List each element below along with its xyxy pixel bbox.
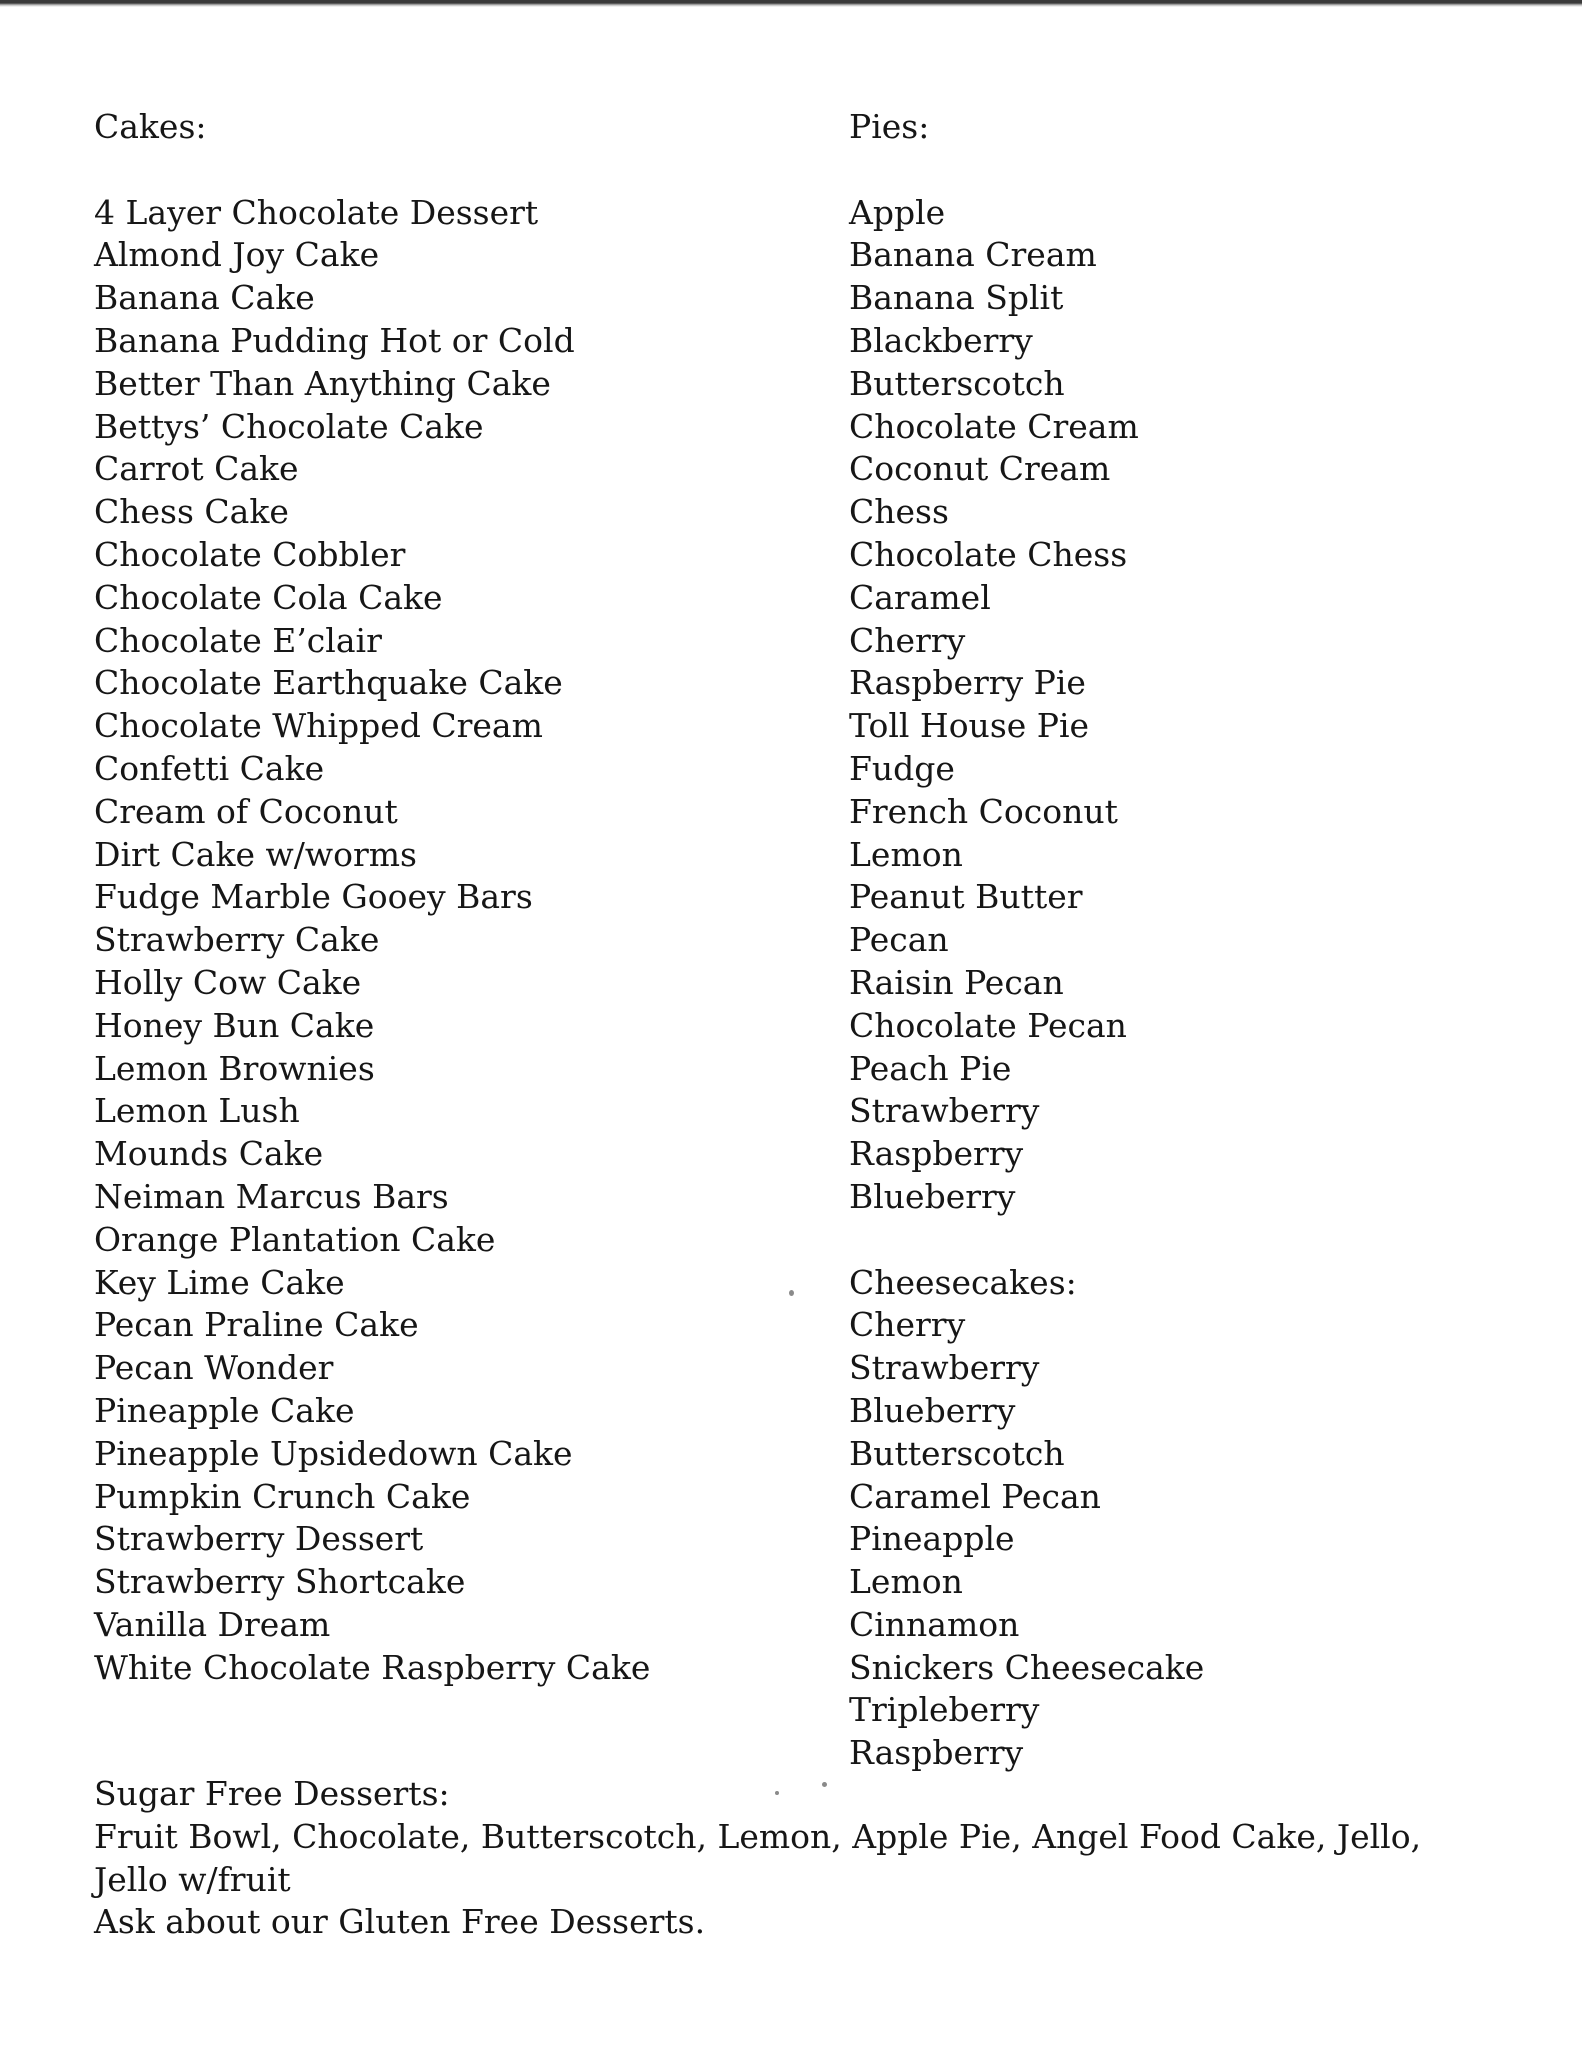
pie-item: Caramel	[849, 577, 991, 617]
cake-item: Pecan Wonder	[94, 1348, 334, 1388]
cake-item: Pineapple Upsidedown Cake	[94, 1433, 573, 1473]
cake-item: Fudge Marble Gooey Bars	[94, 877, 533, 917]
pie-item: Cherry	[849, 620, 966, 660]
pie-item: Chess	[849, 492, 949, 532]
pie-item: Blackberry	[849, 320, 1033, 360]
pies-column	[849, 106, 1204, 1775]
cake-item: Chocolate Whipped Cream	[94, 706, 543, 746]
cake-item: Banana Pudding Hot or Cold	[94, 320, 575, 360]
pie-item: Chocolate Pecan	[849, 1005, 1127, 1045]
pie-item: Blueberry	[849, 1176, 1016, 1216]
spacer	[849, 149, 1204, 192]
cheesecake-item: Cinnamon	[849, 1604, 1020, 1644]
cake-item: Chocolate Cobbler	[94, 534, 406, 574]
cheesecake-item: Tripleberry	[849, 1690, 1040, 1730]
scan-speck	[789, 1290, 794, 1296]
cheesecakes-list	[849, 1304, 1204, 1775]
cakes-heading: Cakes:	[94, 107, 207, 146]
cake-item: Banana Cake	[94, 278, 315, 318]
cheesecake-item: Blueberry	[849, 1390, 1016, 1430]
cake-item: Orange Plantation Cake	[94, 1219, 496, 1259]
cake-item: Lemon Brownies	[94, 1048, 375, 1088]
pie-item: Coconut Cream	[849, 449, 1111, 489]
sugar-free-heading: Sugar Free Desserts:	[94, 1774, 450, 1813]
pie-item: Raspberry	[849, 1134, 1024, 1174]
cakes-list	[94, 192, 650, 1690]
cheesecake-item: Cherry	[849, 1305, 966, 1345]
cake-item: Strawberry Dessert	[94, 1519, 424, 1559]
pie-item: Toll House Pie	[849, 706, 1090, 746]
pie-item: Peach Pie	[849, 1048, 1012, 1088]
cake-item: Honey Bun Cake	[94, 1005, 375, 1045]
cake-item: Chocolate Cola Cake	[94, 577, 443, 617]
pie-item: Chocolate Cream	[849, 406, 1139, 446]
pies-heading: Pies:	[849, 107, 930, 146]
cake-item: Holly Cow Cake	[94, 962, 362, 1002]
scan-speck	[822, 1782, 827, 1787]
pie-item: Strawberry	[849, 1091, 1040, 1131]
cake-item: White Chocolate Raspberry Cake	[94, 1647, 651, 1687]
scan-top-edge	[0, 0, 1582, 7]
pie-item: French Coconut	[849, 791, 1118, 831]
cake-item: Chocolate Earthquake Cake	[94, 663, 563, 703]
cake-item: Mounds Cake	[94, 1134, 324, 1174]
cheesecakes-heading: Cheesecakes:	[849, 1262, 1077, 1302]
sugar-free-items-line-1: Fruit Bowl, Chocolate, Butterscotch, Lemon, Apple Pie, Angel Food Cake, Jello,	[94, 1816, 1422, 1856]
cake-item: Pecan Praline Cake	[94, 1305, 419, 1345]
cake-item: Chess Cake	[94, 492, 289, 532]
cake-item: Dirt Cake w/worms	[94, 834, 417, 874]
cake-item: Chocolate E’clair	[94, 620, 382, 660]
cake-item: Pumpkin Crunch Cake	[94, 1476, 471, 1516]
cheesecake-item: Butterscotch	[849, 1433, 1065, 1473]
cheesecake-item: Strawberry	[849, 1348, 1040, 1388]
cake-item: 4 Layer Chocolate Dessert	[94, 192, 539, 232]
sugar-free-section	[94, 1773, 1421, 1944]
cake-item: Bettys’ Chocolate Cake	[94, 406, 484, 446]
cake-item: Neiman Marcus Bars	[94, 1176, 449, 1216]
cheesecake-item: Raspberry	[849, 1733, 1024, 1773]
pie-item: Banana Cream	[849, 235, 1097, 275]
pie-item: Raspberry Pie	[849, 663, 1086, 703]
pies-list	[849, 192, 1204, 1219]
pie-item: Apple	[849, 192, 946, 232]
cake-item: Vanilla Dream	[94, 1604, 331, 1644]
cake-item: Key Lime Cake	[94, 1262, 345, 1302]
cheesecake-item: Snickers Cheesecake	[849, 1647, 1205, 1687]
pie-item: Pecan	[849, 920, 949, 960]
pie-item: Lemon	[849, 834, 963, 874]
cake-item: Cream of Coconut	[94, 791, 398, 831]
pie-item: Fudge	[849, 748, 955, 788]
cake-item: Carrot Cake	[94, 449, 299, 489]
scan-speck	[775, 1791, 779, 1795]
cake-item: Confetti Cake	[94, 748, 325, 788]
cheesecake-item: Caramel Pecan	[849, 1476, 1101, 1516]
cheesecake-item: Pineapple	[849, 1519, 1015, 1559]
pie-item: Banana Split	[849, 278, 1064, 318]
pie-item: Peanut Butter	[849, 877, 1083, 917]
spacer	[94, 149, 650, 192]
cake-item: Strawberry Cake	[94, 920, 380, 960]
gluten-free-note: Ask about our Gluten Free Desserts.	[94, 1902, 706, 1942]
cake-item: Pineapple Cake	[94, 1390, 355, 1430]
cake-item: Better Than Anything Cake	[94, 363, 551, 403]
cake-item: Strawberry Shortcake	[94, 1562, 466, 1602]
cakes-column	[94, 106, 650, 1689]
cake-item: Almond Joy Cake	[94, 235, 380, 275]
cheesecake-item: Lemon	[849, 1562, 963, 1602]
pie-item: Raisin Pecan	[849, 962, 1064, 1002]
sugar-free-items-line-2: Jello w/fruit	[94, 1859, 291, 1899]
pie-item: Butterscotch	[849, 363, 1065, 403]
pie-item: Chocolate Chess	[849, 534, 1128, 574]
spacer	[849, 1219, 1204, 1262]
cake-item: Lemon Lush	[94, 1091, 300, 1131]
